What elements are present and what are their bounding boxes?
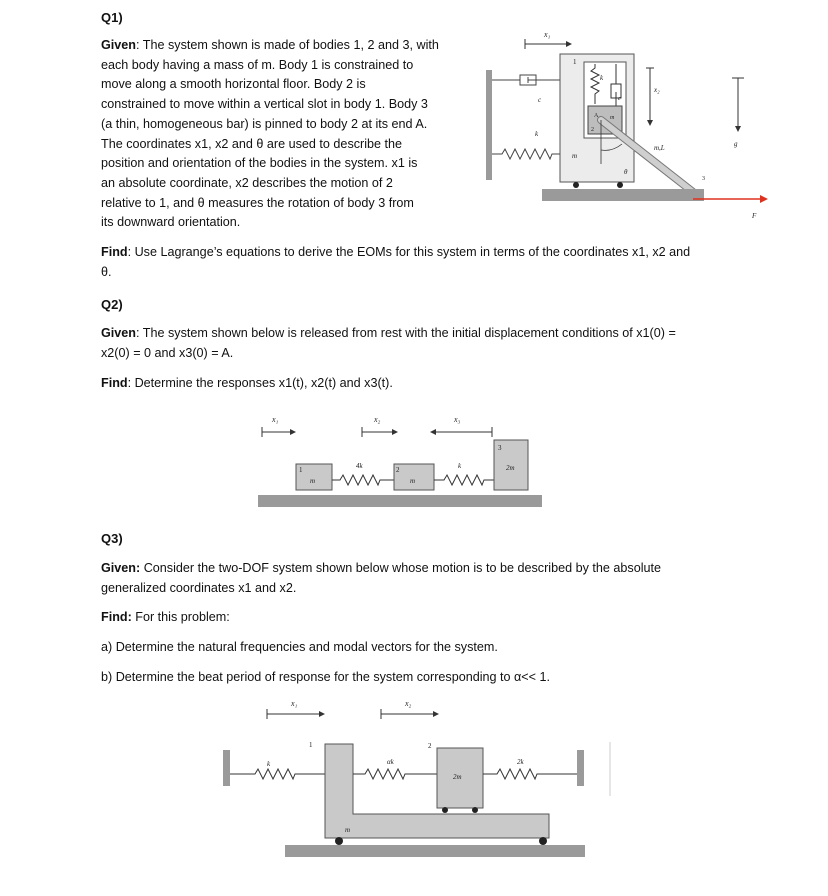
x1-label: x₁	[544, 30, 551, 39]
mL-label: m,L	[654, 144, 665, 152]
q1-find-paragraph: Find: Use Lagrange’s equations to derive the EOMs for this system in terms of the coordinates x1, x2 and θ.	[101, 245, 691, 279]
A-label: A	[594, 113, 599, 119]
q3-part-a: a) Determine the natural frequencies and modal vectors for the system.	[101, 640, 498, 654]
spring-4k-label: 4k	[356, 462, 363, 470]
x2-arrow	[362, 427, 398, 437]
k-left-label: k	[535, 130, 539, 138]
mass-2-number: 2	[396, 466, 400, 474]
theta-label: θ	[624, 168, 628, 176]
q1-given-line: The coordinates x1, x2 and θ are used to describe the	[101, 136, 403, 151]
q2-find-label: Find	[101, 376, 128, 390]
mass-2-wheel-right	[472, 807, 478, 813]
body-3-label: 3	[702, 176, 705, 182]
spring-k-label: k	[267, 760, 271, 768]
left-wall	[223, 750, 230, 786]
q2-heading: Q2)	[101, 297, 123, 312]
force-F-arrow	[693, 195, 768, 203]
body-1-number: 1	[309, 741, 313, 749]
spring-2k	[483, 769, 577, 779]
wheel-right	[617, 182, 623, 188]
mass-1-label: m	[310, 477, 316, 485]
q1-given-label: Given	[101, 38, 136, 52]
q2-given-paragraph: Given: The system shown below is released from rest with the initial displacement conditions of x1(0) = x2(0) = 0 and x3(0) = A.	[101, 326, 676, 360]
x2-label: x₂	[405, 699, 412, 708]
x2-arrow	[646, 68, 654, 120]
x1-arrow	[267, 709, 325, 719]
x1-label: x₁	[272, 415, 279, 424]
floor	[542, 189, 704, 201]
floor	[258, 495, 542, 507]
k-top-label: k	[600, 74, 604, 82]
wheel-left	[573, 182, 579, 188]
q3-given-paragraph: Given: Consider the two-DOF system shown below whose motion is to be described by the absolute generalized coordinates x1 and x2.	[101, 561, 661, 595]
spring-k	[434, 475, 494, 485]
q3-find-paragraph: Find: For this problem:	[101, 610, 230, 624]
F-label: F	[752, 212, 757, 220]
q1-given-line: relative to 1, and θ measures the rotation of body 3 from	[101, 195, 414, 210]
body-1-wheel-left	[335, 837, 343, 845]
q2-given-label: Given	[101, 326, 136, 340]
q2-find-paragraph: Find: Determine the responses x1(t), x2(t) and x3(t).	[101, 376, 393, 390]
g-label: g	[734, 140, 738, 148]
q3-heading: Q3)	[101, 531, 123, 546]
q3-given-label: Given:	[101, 561, 141, 575]
spring-alpha-k-label: αk	[387, 758, 394, 766]
spring-2k-label: 2k	[517, 758, 524, 766]
x1-arrow	[525, 39, 572, 49]
damper-left	[492, 75, 560, 85]
x2-arrow	[381, 709, 439, 719]
c-left-label: c	[538, 96, 542, 104]
c-right-label: c	[618, 96, 621, 102]
q3-part-b: b) Determine the beat period of response for the system corresponding to α<< 1.	[101, 670, 551, 684]
floor	[285, 845, 585, 857]
g-arrow	[732, 78, 744, 126]
x2-label: x₂	[654, 86, 660, 94]
q1-given-line: (a thin, homogeneous bar) is pinned to body 2 at its end A.	[101, 116, 428, 131]
spring-k-label: k	[458, 462, 462, 470]
x1-label: x₁	[291, 699, 298, 708]
body-2-label: 2	[591, 127, 594, 133]
x3-label: x₃	[454, 415, 461, 424]
q1-given-line: constrained to move within a vertical slot in body 1. Body 3	[101, 97, 428, 112]
x3-arrow	[430, 427, 492, 437]
q1-given-line: each body having a mass of m. Body 1 is constrained to	[101, 57, 414, 72]
m-box-label: m	[610, 115, 615, 121]
mass-2-number: 2	[428, 742, 432, 750]
q1-figure	[480, 22, 780, 227]
spring-4k	[332, 475, 394, 485]
q1-given-line: its downward orientation.	[101, 215, 241, 230]
spring-alpha-k	[353, 769, 437, 779]
right-wall	[577, 750, 584, 786]
q1-given-paragraph	[101, 36, 481, 233]
q2-figure	[250, 408, 550, 513]
wall	[486, 70, 492, 180]
mass-2-label: m	[410, 477, 416, 485]
q1-given-line: move along a smooth horizontal floor. Body 2 is	[101, 77, 366, 92]
mass-2-label: 2m	[453, 773, 462, 781]
q1-find-label: Find	[101, 245, 128, 259]
mass-3-number: 3	[498, 444, 502, 452]
body-1-mass-label: m	[345, 826, 351, 834]
q3-find-label: Find:	[101, 610, 132, 624]
q1-given-line: Given: The system shown is made of bodies 1, 2 and 3, with	[101, 38, 439, 52]
q1-given-line: an absolute coordinate, x2 describes the motion of 2	[101, 175, 393, 190]
spring-left	[492, 149, 560, 159]
q3-figure	[215, 692, 625, 892]
spring-k	[230, 769, 325, 779]
m-left-label: m	[572, 152, 578, 160]
q1-heading: Q1)	[101, 10, 123, 25]
x2-label: x₂	[374, 415, 381, 424]
mass-3-label: 2m	[506, 464, 515, 472]
mass-2-wheel-left	[442, 807, 448, 813]
x1-arrow	[262, 427, 296, 437]
q1-given-line: position and orientation of the bodies in the system. x1 is	[101, 156, 418, 171]
body-1-label: 1	[573, 58, 577, 66]
body-1-wheel-right	[539, 837, 547, 845]
mass-1-number: 1	[299, 466, 303, 474]
